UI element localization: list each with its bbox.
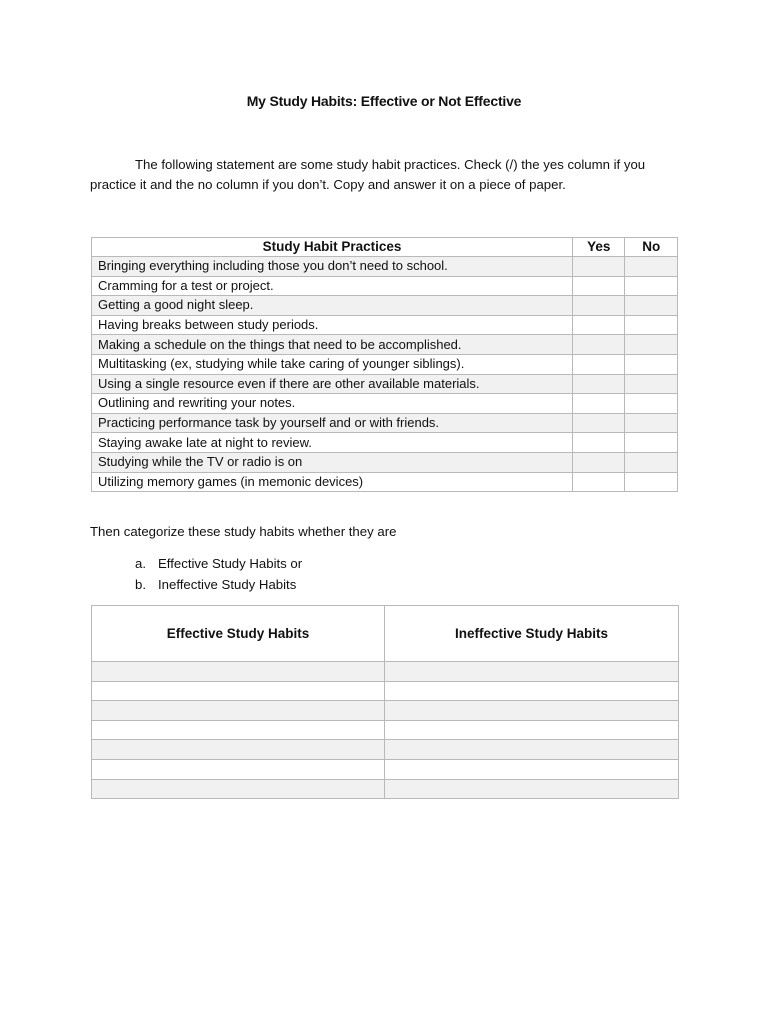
no-cell[interactable] [625,374,678,394]
yes-cell[interactable] [573,354,625,374]
table-header-row [92,238,678,257]
practice-cell: Having breaks between study periods. [92,315,573,335]
no-cell[interactable] [625,257,678,277]
ineffective-cell[interactable] [385,662,679,682]
no-cell[interactable] [625,276,678,296]
practice-cell: Multitasking (ex, studying while take caring of younger siblings). [92,354,573,374]
yes-cell[interactable] [573,335,625,355]
no-cell[interactable] [625,296,678,316]
practice-cell: Utilizing memory games (in memonic devices) [92,472,573,492]
option-text: Ineffective Study Habits [158,577,297,592]
yes-cell[interactable] [573,315,625,335]
practice-cell: Staying awake late at night to review. [92,433,573,453]
no-cell[interactable] [625,335,678,355]
table-row [92,335,678,355]
list-item [135,574,302,595]
table-row [92,276,678,296]
yes-cell[interactable] [573,394,625,414]
ineffective-cell[interactable] [385,740,679,760]
yes-cell[interactable] [573,413,625,433]
table-row [92,779,679,799]
effective-cell[interactable] [92,779,385,799]
no-cell[interactable] [625,394,678,414]
effective-cell[interactable] [92,759,385,779]
yes-cell[interactable] [573,452,625,472]
yes-cell[interactable] [573,433,625,453]
effective-column-header: Effective Study Habits [92,606,385,662]
table-row [92,681,679,701]
table-row [92,413,678,433]
table-row [92,662,679,682]
list-marker: a. [135,556,146,571]
table-row [92,740,679,760]
table-row [92,720,679,740]
table-row [92,759,679,779]
yes-cell[interactable] [573,257,625,277]
table-row [92,257,678,277]
ineffective-cell[interactable] [385,759,679,779]
table-row [92,296,678,316]
effective-cell[interactable] [92,681,385,701]
no-cell[interactable] [625,472,678,492]
no-column-header: No [625,238,678,257]
table-row [92,315,678,335]
ineffective-cell[interactable] [385,720,679,740]
no-cell[interactable] [625,452,678,472]
category-table [91,605,679,799]
no-cell[interactable] [625,315,678,335]
practice-cell: Getting a good night sleep. [92,296,573,316]
practice-column-header: Study Habit Practices [92,238,573,257]
effective-cell[interactable] [92,740,385,760]
no-cell[interactable] [625,413,678,433]
yes-cell[interactable] [573,296,625,316]
ineffective-cell[interactable] [385,701,679,721]
practice-cell: Using a single resource even if there are other available materials. [92,374,573,394]
practice-cell: Making a schedule on the things that need to be accomplished. [92,335,573,355]
practice-cell: Practicing performance task by yourself and or with friends. [92,413,573,433]
effective-cell[interactable] [92,701,385,721]
document-title: My Study Habits: Effective or Not Effective [246,93,522,109]
table-row [92,452,678,472]
practice-cell: Cramming for a test or project. [92,276,573,296]
instructions-paragraph: The following statement are some study habit practices. Check (/) the yes column if you practice it and the no column if you don’t. Copy and answer it on a piece of paper. [90,157,646,192]
effective-cell[interactable] [92,662,385,682]
table-row [92,354,678,374]
no-cell[interactable] [625,354,678,374]
practice-cell: Studying while the TV or radio is on [92,452,573,472]
ineffective-cell[interactable] [385,681,679,701]
list-marker: b. [135,577,146,592]
table-row [92,394,678,414]
no-cell[interactable] [625,433,678,453]
practice-cell: Outlining and rewriting your notes. [92,394,573,414]
category-options-list [135,553,302,595]
ineffective-column-header: Ineffective Study Habits [385,606,679,662]
list-item [135,553,302,574]
yes-cell[interactable] [573,472,625,492]
study-habits-table [91,237,678,492]
effective-cell[interactable] [92,720,385,740]
yes-cell[interactable] [573,374,625,394]
table-header-row [92,606,679,662]
table-row [92,701,679,721]
practice-cell: Bringing everything including those you don’t need to school. [92,257,573,277]
table-row [92,433,678,453]
table-row [92,472,678,492]
categorize-instruction: Then categorize these study habits whether they are [90,524,397,539]
ineffective-cell[interactable] [385,779,679,799]
yes-column-header: Yes [573,238,625,257]
yes-cell[interactable] [573,276,625,296]
option-text: Effective Study Habits or [158,556,303,571]
table-row [92,374,678,394]
